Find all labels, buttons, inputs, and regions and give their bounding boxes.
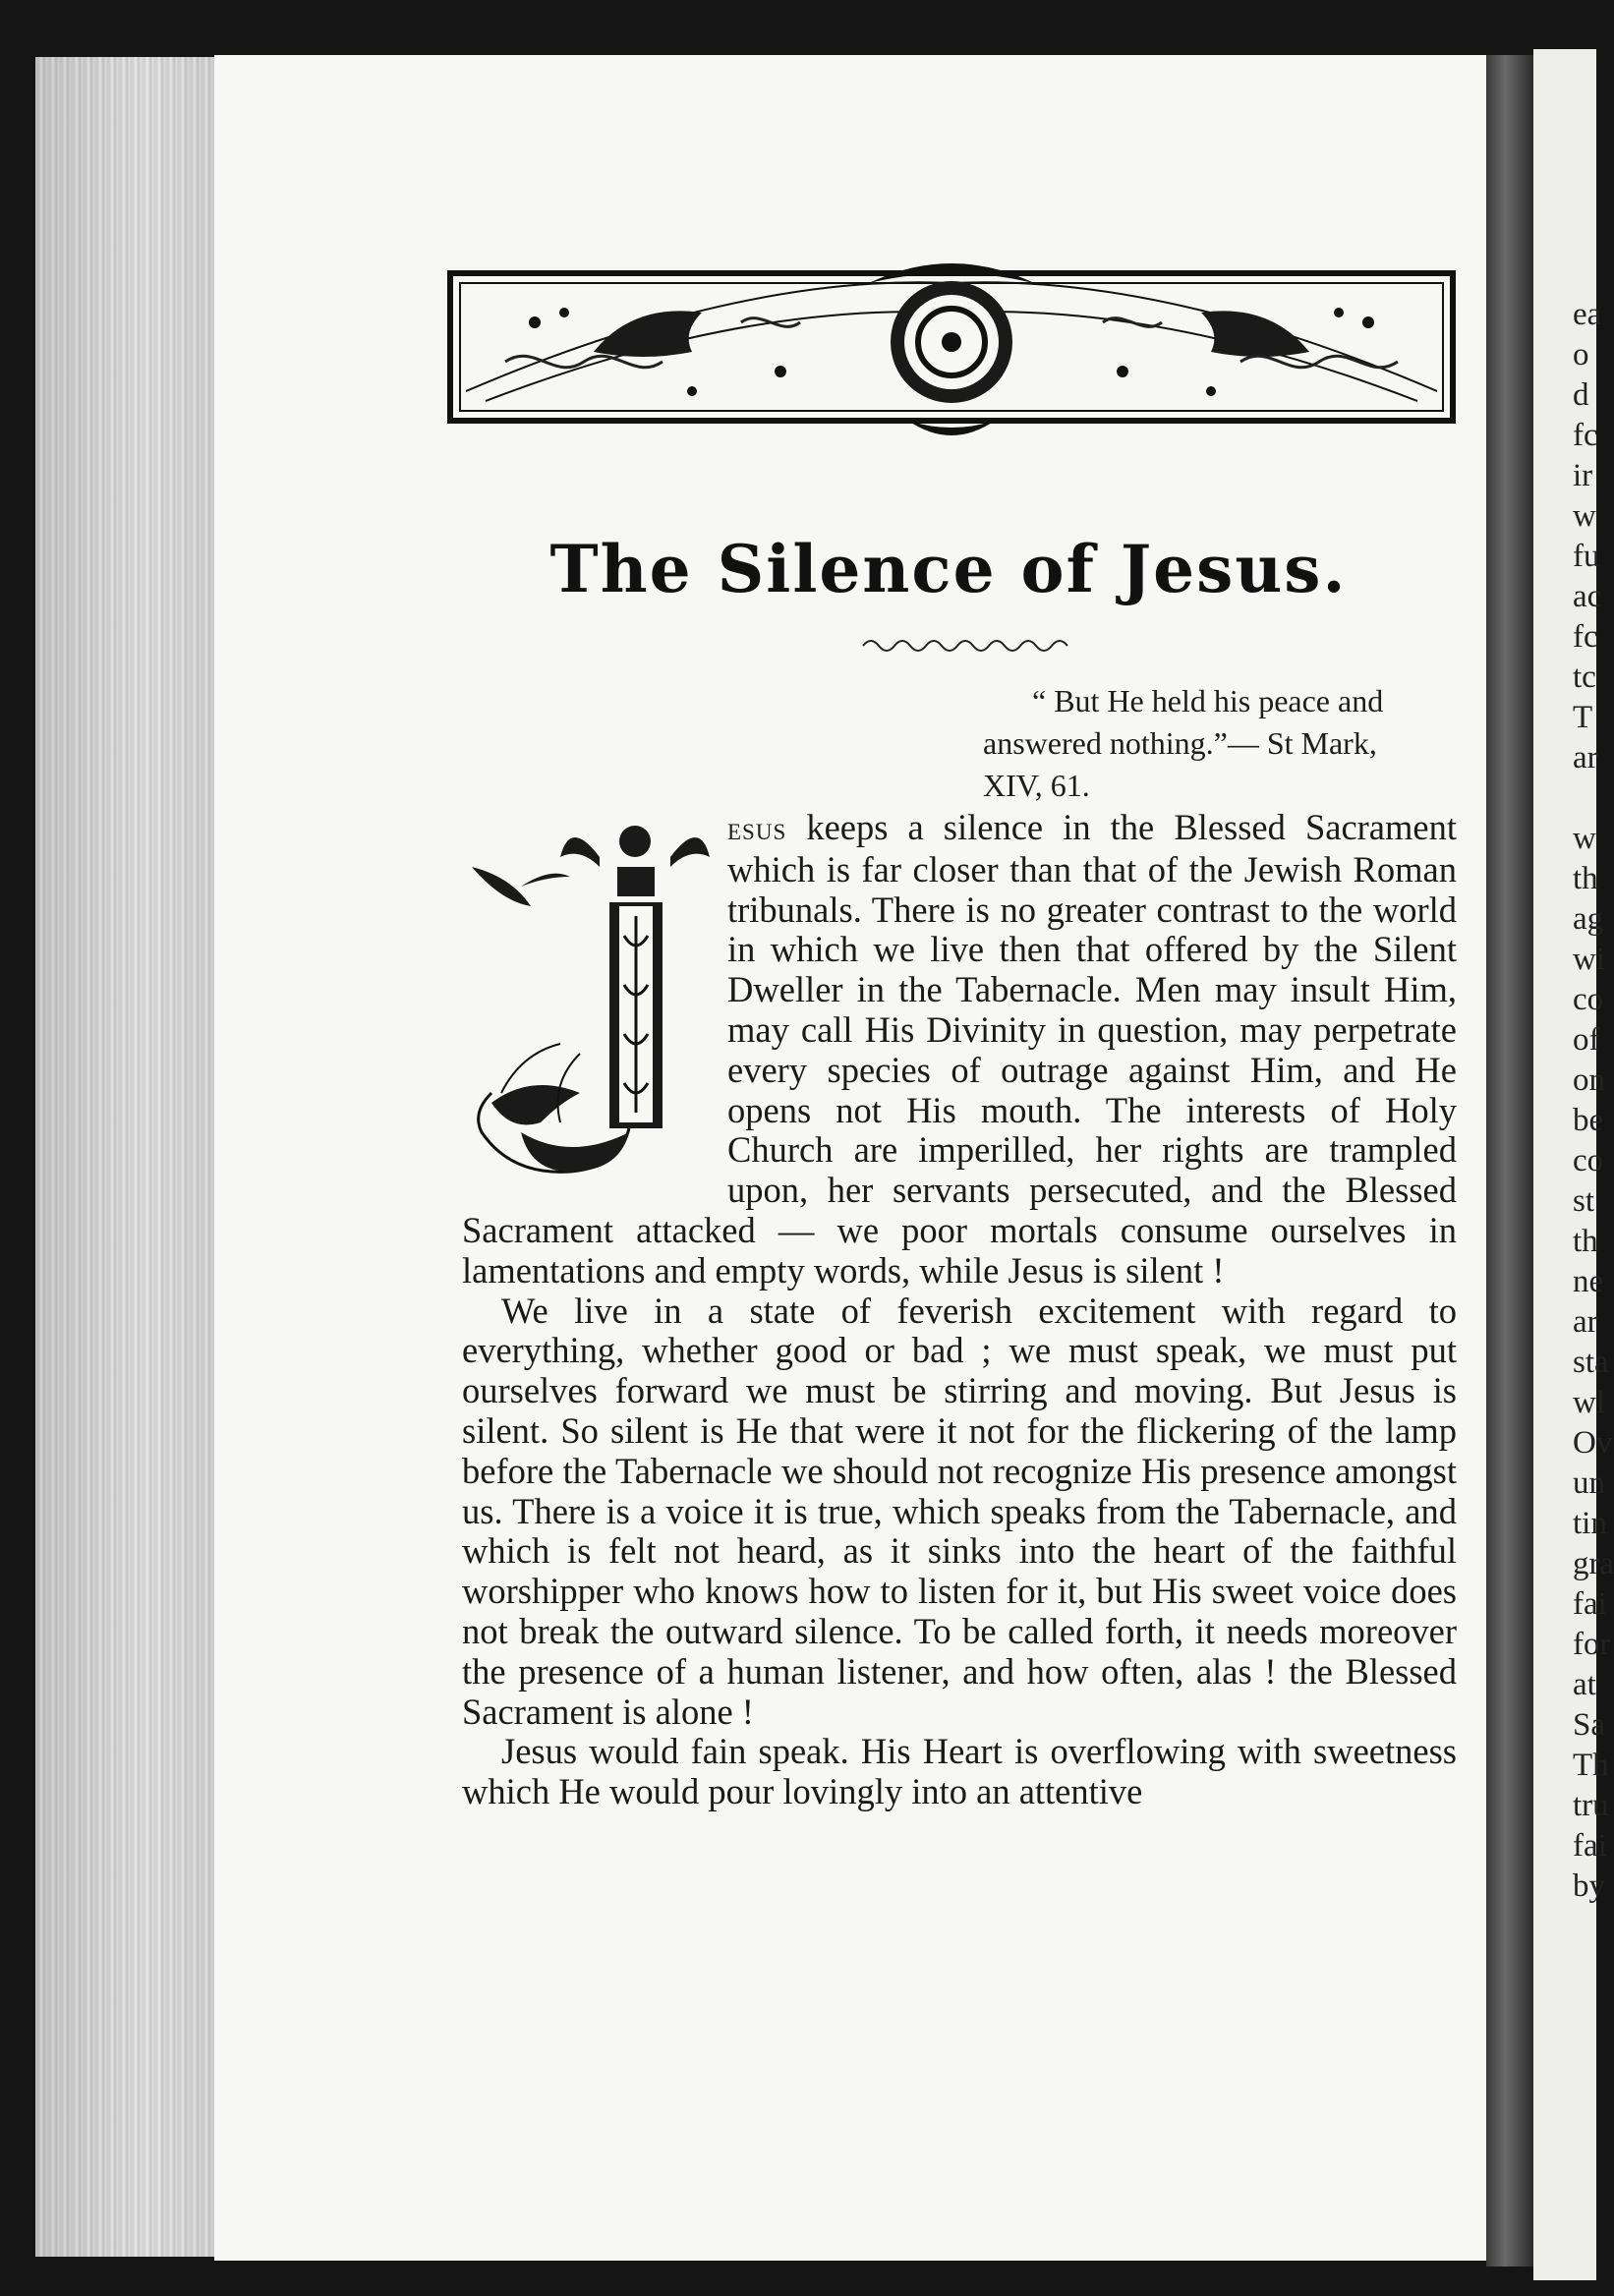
facing-page-text-fragment: fc (1573, 418, 1598, 453)
facing-page-text-fragment: th (1573, 861, 1598, 896)
first-word-rest: esus (727, 812, 787, 847)
facing-page-text-fragment: d (1573, 377, 1589, 413)
body-paragraph (462, 808, 1457, 1292)
epigraph (983, 680, 1457, 807)
facing-page-text-fragment: be (1573, 1103, 1604, 1138)
page-title: The Silence of Jesus. (549, 531, 1348, 607)
article-body (462, 808, 1457, 1812)
squiggle-divider-icon (861, 637, 1060, 655)
facing-page-text-fragment: wi (1573, 942, 1605, 977)
facing-page-text-fragment: tru (1573, 1788, 1609, 1823)
facing-page-text-fragment: T (1573, 700, 1593, 735)
facing-page-text-fragment: w (1573, 498, 1596, 534)
facing-page-text-fragment: ar (1573, 1304, 1598, 1340)
facing-page-text-fragment: co (1573, 1143, 1604, 1178)
paragraph-text: keeps a silence in the Blessed Sacrament which is far closer than that of the Jewish Roman tribunals. There is no greater contrast to the world in which we live then that offered by the Silent Dweller in the Tabernacle. Men may insult Him, may call His Divinity in question, may perpetrate every species of outrage against Him, and He opens not His mouth. The interests of Holy Church are imperilled, her rights are trampled upon, her servants persecuted, and the Blessed Sacrament attacked — we poor mortals consume ourselves in lamentations and empty words, while Jesus is silent ! (462, 807, 1457, 1291)
facing-page-text-fragment: on (1573, 1062, 1605, 1098)
facing-page-text-fragment: Sa (1573, 1707, 1605, 1743)
facing-page-text-fragment: ea (1573, 297, 1602, 332)
facing-page-text-fragment: wl (1573, 1385, 1605, 1420)
epigraph-reference: XIV, 61. (983, 768, 1090, 803)
facing-page-text-fragment: st (1573, 1183, 1595, 1219)
facing-page-text-fragment: ag (1573, 901, 1604, 937)
page-edge-shade (35, 57, 214, 2257)
facing-page-text-fragment: co (1573, 982, 1604, 1017)
facing-page-text-fragment: by (1573, 1868, 1605, 1904)
facing-page-fragment (1533, 49, 1614, 2280)
facing-page-text-fragment: gra (1573, 1546, 1614, 1581)
facing-page-text-fragment: Th (1573, 1748, 1609, 1783)
facing-page-text-fragment: ac (1573, 579, 1602, 614)
facing-page-text-fragment: of (1573, 1022, 1600, 1058)
facing-page-text-fragment: tc (1573, 660, 1596, 695)
ornamental-headpiece-icon (446, 244, 1457, 452)
facing-page-text-fragment: sta (1573, 1345, 1609, 1380)
body-paragraph: We live in a state of feverish excitement with regard to everything, whether good or bad ; we must speak, we must put ourselves forward we must be stirring and moving. But Jesus is silent. So silent is He that were it not for the flickering of the lamp before the Tabernacle we should not recognize His presence amongst us. There is a voice it is true, which speaks from the Tabernacle, and which is felt not heard, as it sinks into the heart of the faithful worshipper who knows how to listen for it, but His sweet voice does not break the outward silence. To be called forth, it needs moreover the presence of a human listener, and how often, alas ! the Blessed Sacrament is alone ! (462, 1290, 1457, 1732)
facing-page-text-fragment: tin (1573, 1506, 1607, 1541)
facing-page-text-fragment: ar (1573, 740, 1598, 775)
facing-page-text-fragment: at (1573, 1667, 1596, 1702)
facing-page-text-fragment: w (1573, 821, 1596, 856)
facing-page-text-fragment: o (1573, 337, 1589, 373)
initial-letter (462, 808, 727, 1209)
body-paragraph: Jesus would fain speak. His Heart is overflowing with sweetness which He would pour lovingly into an attentive (462, 1731, 1457, 1812)
epigraph-line: answered nothing.”— St Mark, (983, 725, 1377, 761)
facing-page-text-fragment: Ov (1573, 1425, 1613, 1461)
facing-page-text-fragment: fc (1573, 619, 1598, 655)
facing-page-text-fragment: for (1573, 1627, 1611, 1662)
facing-page-text-fragment: fai (1573, 1828, 1607, 1864)
facing-page-text-fragment: un (1573, 1465, 1605, 1501)
epigraph-line: “ But He held his peace and (1032, 683, 1384, 718)
facing-page-text-fragment: fai (1573, 1586, 1607, 1622)
facing-page-text-fragment: ir (1573, 458, 1593, 493)
book-gutter (1486, 55, 1533, 2267)
facing-page-text-fragment: fu (1573, 539, 1600, 574)
facing-page-text-fragment: ne (1573, 1264, 1604, 1299)
facing-page-text-fragment: th (1573, 1224, 1598, 1259)
